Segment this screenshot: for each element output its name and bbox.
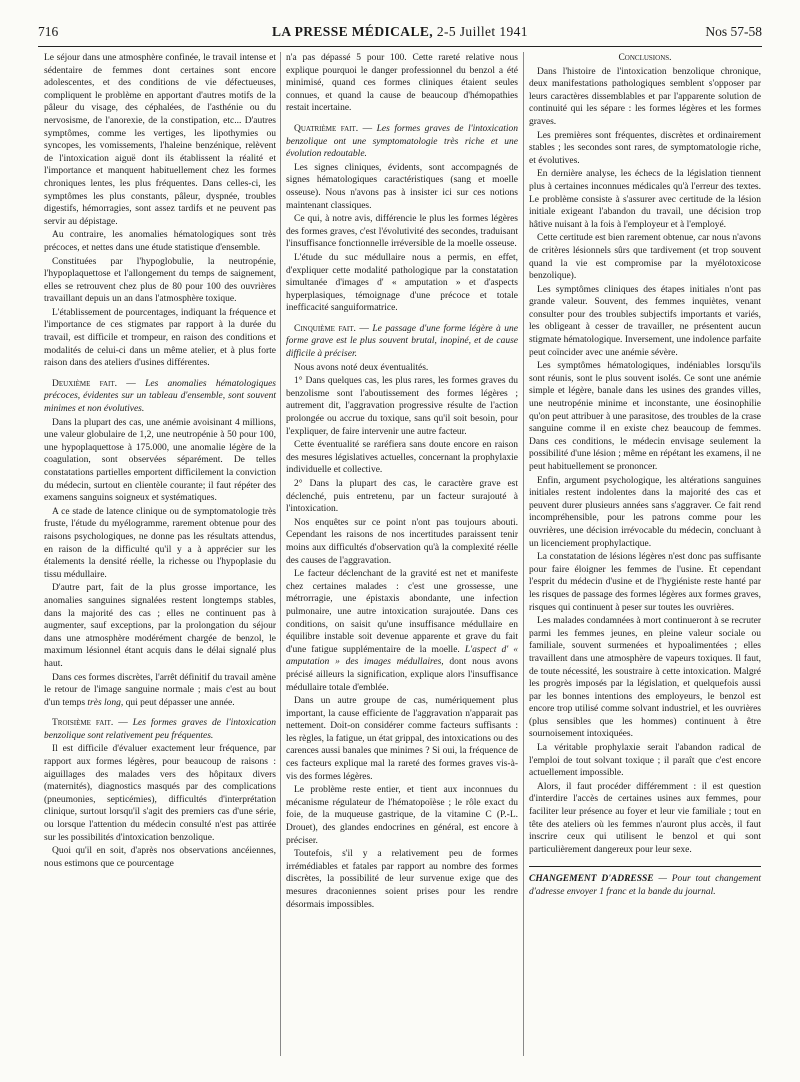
paragraph: Cette certitude est bien rarement obtenue, car nous n'avons de critères lésionnels sûrs que tardivement (et trop souvent quand la vie est compromise par la myélotoxicose benzolique). [529, 233, 761, 282]
column-3 [529, 52, 761, 900]
paragraph: Les symptômes hématologiques, indéniables lorsqu'ils sont réunis, sont le plus souvent isolés. Ce sont une anémie simple et légère, banale dans les usines des grandes villes, une neutropénie minime et inconstante, une éosinophilie qu'on peut attribuer à une parasitose, des troubles de la crase sanguine comme il en existe chez beaucoup de femmes. Dans ces conditions, le médecin envisage seulement la possibilité d'une lésion ; même en répétant les examens, il ne peut habituellement se prononcer. [529, 361, 761, 472]
emphasis: très long, [87, 697, 124, 708]
notice-label: CHANGEMENT D'ADRESSE [529, 874, 654, 885]
paragraph: 1° Dans quelques cas, les plus rares, les formes graves du benzolisme sont l'aboutissement des formes légères ; autrement dit, l'aggravation progressive résulte de l'action prolongée ou accrue du toxique, sans qu'il soit besoin, pour l'expliquer, de faire intervenir une autre facteur. [286, 376, 518, 437]
address-change-notice [529, 873, 761, 898]
column-2 [286, 52, 518, 912]
paragraph: Dans l'histoire de l'intoxication benzolique chronique, deux manifestations pathologiques semblent s'opposer par leurs caractères dissemblables et par l'apparente solution de continuité qui les sépare : les formes légères et les formes graves. [529, 66, 761, 127]
paragraph: L'étude du suc médullaire nous a permis, en effet, d'expliquer cette modalité pathologique par la constatation simultanée d'images d' « amputation » et d'aspects hyperplasiques, témoignage d'une précoce et totale inefficacité sanguiformatrice. [286, 252, 518, 314]
section-label: Troisième fait. [52, 718, 114, 729]
section-label: Quatrième fait. [294, 123, 359, 134]
paragraph: Enfin, argument psychologique, les altérations sanguines initiales restent indolentes dans la majorité des cas et peuvent durer plusieurs années sans s'aggraver. Ce fait rend incompréhensible, pour les patrons comme pour les ouvrières, une décision irrévocable du médecin, concluant à un licenciement prophylactique. [529, 475, 761, 549]
section-label: Cinquième fait. [294, 323, 356, 334]
section-title: Les anomalies hématologiques précoces, évidentes sur un tableau d'ensemble, sont souvent minimes et non évolutives. [44, 378, 276, 415]
paragraph: L'établissement de pourcentages, indiquant la fréquence et l'importance de ces stigmates par rapport à la durée du travail, est difficile et trompeur, en raison des conditions et modalités de celui-ci dans un même atelier, et à plus forte raison dans des ateliers d'usines différentes. [44, 307, 276, 369]
paragraph: Constituées par l'hypoglobulie, la neutropénie, l'hypoplaquettose et l'allongement du temps de saignement, elles se retrouvent chez plus de 80 pour 100 des ouvrières travaillant depuis un an dans l'atmosphère toxique. [44, 256, 276, 305]
paragraph: En dernière analyse, les échecs de la législation tiennent plus à certaines inconnues médicales qu'à l'erreur des textes. Le problème consiste à s'assurer avec certitude de la lésion initiale exigeant l'abandon du travail, une décision trop hâtive nuisant à la fois à l'employeur et à l'employé. [529, 169, 761, 230]
paragraph [286, 568, 518, 694]
paragraph: A ce stade de latence clinique ou de symptomatologie très fruste, l'étude du myélogramme, rarement obtenue pour des raisons psychologiques, ne donne pas les résultats attendus, en raison de la difficulté qu'il y a à apprécier sur les étalements la densité réelle, la richesse ou l'hypoplasie du tissu médullaire. [44, 506, 276, 580]
paragraph: Ce qui, à notre avis, différencie le plus les formes légères des formes graves, c'est l'évolutivité des secondes, traduisant l'insuffisance fonctionnelle irréversible de la moelle osseuse. [286, 214, 518, 250]
section-title: Les formes graves de l'intoxication benzolique ont une symptomatologie très riche et une évolution redoutable. [286, 123, 518, 160]
journal-title: LA PRESSE MÉDICALE, [272, 24, 434, 39]
paragraph: n'a pas dépassé 5 pour 100. Cette rareté relative nous explique pourquoi le danger professionnel du benzol a été minimisé, quand ces formes cliniques étaient seules connues, et quand la cause de beaucoup d'hémopathies restait incertaine. [286, 53, 518, 114]
paragraph: Le problème reste entier, et tient aux inconnues du mécanisme régulateur de l'hématopoïèse ; le rôle exact du foie, de la muqueuse gastrique, de la vitamine C (P.-L. Drouet), des glandes endocrines en général, est encore à préciser. [286, 785, 518, 846]
paragraph: Quoi qu'il en soit, d'après nos observations ancéiennes, nous estimons que ce pourcentage [44, 846, 276, 869]
section-title: Le passage d'une forme légère à une forme grave est le plus souvent brutal, inopiné, et de cause difficile à préciser. [286, 323, 519, 360]
paragraph [44, 672, 276, 710]
header-rule [38, 46, 762, 47]
paragraph: Les signes cliniques, évidents, sont accompagnés de signes hématologiques caractéristiques (sang et moelle osseuse). Nous n'avons pas à insister ici sur ces notions maintenant classiques. [286, 162, 518, 211]
paragraph: D'autre part, fait de la plus grosse importance, les anomalies sanguines signalées restent longtemps stables, dans la majorité des cas ; elles ne continuent pas à augmenter, sauf exceptions, par la prolongation du séjour dans une atmosphère modérément chargée de benzol, le maximum lésionnel étant acquis dans le délai signalé plus haut. [44, 583, 276, 669]
column-divider [523, 52, 524, 1056]
paragraph: Toutefois, s'il y a relativement peu de formes irrémédiables et fatales par rapport au nombre des formes discrètes, la possibilité de leur survenue exige que des mesures draconiennes soient prises pour les rendre désormais impossibles. [286, 849, 518, 910]
paragraph: Il est difficile d'évaluer exactement leur fréquence, par rapport aux formes légères, pour beaucoup de raisons : aiguillages des malades vers des hôpitaux divers (maternités), diagnostics masqués par des complications (pneumonies, septicémies), difficultés d'interprétation clinique, surtout lorsqu'il s'agit des premiers cas d'une série, ou lorsque l'attention du médecin consulté n'est pas attirée sur les possibilités d'intoxication benzolique. [44, 744, 276, 843]
column-divider [280, 52, 281, 1056]
paragraph: Dans un autre groupe de cas, numériquement plus important, la cause efficiente de l'aggravation n'apparait pas nettement. Doit-on considérer comme facteurs suffisants : les règles, la fatigue, un état grippal, des intoxications ou des carences aussi banales que minimes ? Si oui, la fréquence de ces facteurs explique mal la rareté des formes graves vis-à-vis des formes légères. [286, 696, 518, 782]
issue-date: 2-5 Juillet 1941 [436, 24, 528, 39]
page-header [38, 22, 762, 42]
paragraph: La constatation de lésions légères n'est donc pas suffisante pour faire éloigner les femmes de l'usine. Et cependant l'esprit du médecin d'usine et de l'hygiéniste reste hanté par les risques de passage des formes légères aux formes graves, risques qui continuent à peser sur toutes les ouvrières. [529, 552, 761, 613]
section-label: Deuxième fait. [52, 378, 118, 389]
paragraph: Le séjour dans une atmosphère confinée, le travail intense et sédentaire de femmes dont certaines sont encore adolescentes, et des conditions de vie défectueuses, compliquent le problème en apportant d'autres motifs de la pâleur du visage, des céphalées, de l'asthénie ou du nervosisme, de l'anorexie, de la constipation, etc... D'autres symptômes, comme les vertiges, les lipothymies ou syncopes, les vomissements, l'haleine benzénique, relèvent de l'intoxication aiguë dont ils établissent la réalité et l'importance et manquent habituellement chez les formes chroniques lentes, les plus fréquentes. Dans celles-ci, les symptômes les plus constants, pâleur, dyspnée, troubles digestifs, hémorragies, sont assez tardifs et ne peuvent pas servir au dépistage. [44, 53, 276, 227]
paragraph: La véritable prophylaxie serait l'abandon radical de l'emploi de tout solvant toxique ; il paraît que c'est encore actuellement impossible. [529, 743, 761, 779]
masthead [38, 22, 762, 42]
paragraph: Au contraire, les anomalies hématologiques sont très précoces, et nettes dans une étude statistique d'ensemble. [44, 230, 276, 253]
notice-text: — Pour tout changement d'adresse envoyer 1 franc et la bande du journal. [529, 874, 761, 897]
paragraph: Les malades condamnées à mort continueront à se recruter parmi les femmes jeunes, en pleine valeur sociale ou familiale, souvent surmenées et hypoalimentées ; elles travaillent dans une atmosphère de vapeurs toxiques. Il faut, de toute nécessité, les soustraire à cette intoxication. Malgré les progrès imposés par la législation, et quelquefois aussi par les bonnes intentions des employeurs, le benzol est encore trop utilisé comme solvant industriel, et les ouvrières (plus sensibles que les hommes) continuent à être sournoisement intoxiquées. [529, 616, 761, 740]
emphasis: L'aspect d' « amputation » des images médullaires, [286, 644, 519, 668]
text-run: dont nous avons précisé ailleurs la signification, explique alors l'insuffisance médullaire totale d'emblée. [286, 657, 519, 693]
issue-number: Nos 57-58 [705, 24, 762, 39]
conclusions-heading: Conclusions. [618, 53, 672, 63]
column-1 [44, 52, 276, 871]
paragraph: Nous avons noté deux éventualités. [294, 362, 429, 373]
section-heading: Deuxième fait. — Les anomalies hématologiques précoces, évidentes sur un tableau d'ensemble, sont souvent minimes et non évolutives. [44, 378, 276, 415]
paragraph: Nos enquêtes sur ce point n'ont pas toujours abouti. Cependant les raisons de nos incertitudes paraissent tenir moins aux difficultés d'observation qu'à la complexité réelle des causes de l'aggravation. [286, 517, 518, 566]
text-run: qui peut dépasser une année. [123, 697, 235, 708]
paragraph: Cette éventualité se raréfiera sans doute encore en raison des mesures législatives actuelles, concernant la prophylaxie individuelle et collective. [286, 440, 518, 476]
notice-rule [529, 866, 761, 867]
section-title: Les formes graves de l'intoxication benzolique sont relativement peu fréquentes. [44, 718, 276, 741]
paragraph: Alors, il faut procéder différemment : il est question d'interdire l'accès de certaines usines aux femmes, pour faciliter leur présence au foyer et leur vie familiale ; tout en tête des ateliers où les femmes n'auront plus accès, il faut inscrire ceux qui utilisent le benzol et qui sont particulièrement dangereux pour leur sexe. [529, 781, 761, 855]
paragraph: 2° Dans la plupart des cas, le caractère grave est déclenché, puis entretenu, par un facteur surajouté à l'intoxication. [286, 479, 518, 515]
text-run: Le facteur déclenchant de la gravité est net et manifeste chez certaines malades : c'est une grossesse, une métrorragie, une épistaxis abondante, une infection pulmonaire, une autre intoxication surajoutée. Dans ces conditions, on saisit qu'une insuffisance médullaire en équilibre instable soit devenue apparente et grave du fait d'une fatigue supplémentaire de la moelle. [286, 569, 518, 655]
section-heading: Quatrième fait. — Les formes graves de l'intoxication benzolique ont une symptomatologie très riche et une évolution redoutable. [286, 123, 518, 160]
section-heading: Troisième fait. — Les formes graves de l'intoxication benzolique sont relativement peu fréquentes. [44, 718, 276, 741]
paragraph: Les premières sont fréquentes, discrètes et ordinairement stables ; les secondes sont rares, de symptomatologie riche, et évolutives. [529, 130, 761, 166]
paragraph: Les symptômes cliniques des étapes initiales n'ont pas grande valeur. Souvent, des femmes inquiètes, venant consulter pour des troubles subjectifs importants et variés, les obligeant à cesser de travailler, ne présentent aucun stigmate hématologique. Inversement, une indolence parfaite peut coïncider avec une anémie sévère. [529, 284, 761, 358]
text-run: Dans ces formes discrètes, l'arrêt définitif du travail amène le retour de l'image sanguine normale ; mais c'est au bout d'un temps [44, 672, 276, 708]
section-heading: Cinquième fait. — Le passage d'une forme légère à une forme grave est le plus souvent brutal, inopiné, et de cause difficile à préciser. [286, 323, 519, 360]
page-number: 716 [38, 24, 59, 39]
paragraph: Dans la plupart des cas, une anémie avoisinant 4 millions, une valeur globulaire de 1,2, une neutropénie à 50 pour 100, une hypoplaquettose à 175.000, une anomalie légère de la coagulation, sont observées séparément. De telles constatations partielles emportent difficilement la conviction du médecin, surtout en clientèle courante; il faut répéter des examens sanguins soigneux et systématiques. [44, 417, 276, 504]
